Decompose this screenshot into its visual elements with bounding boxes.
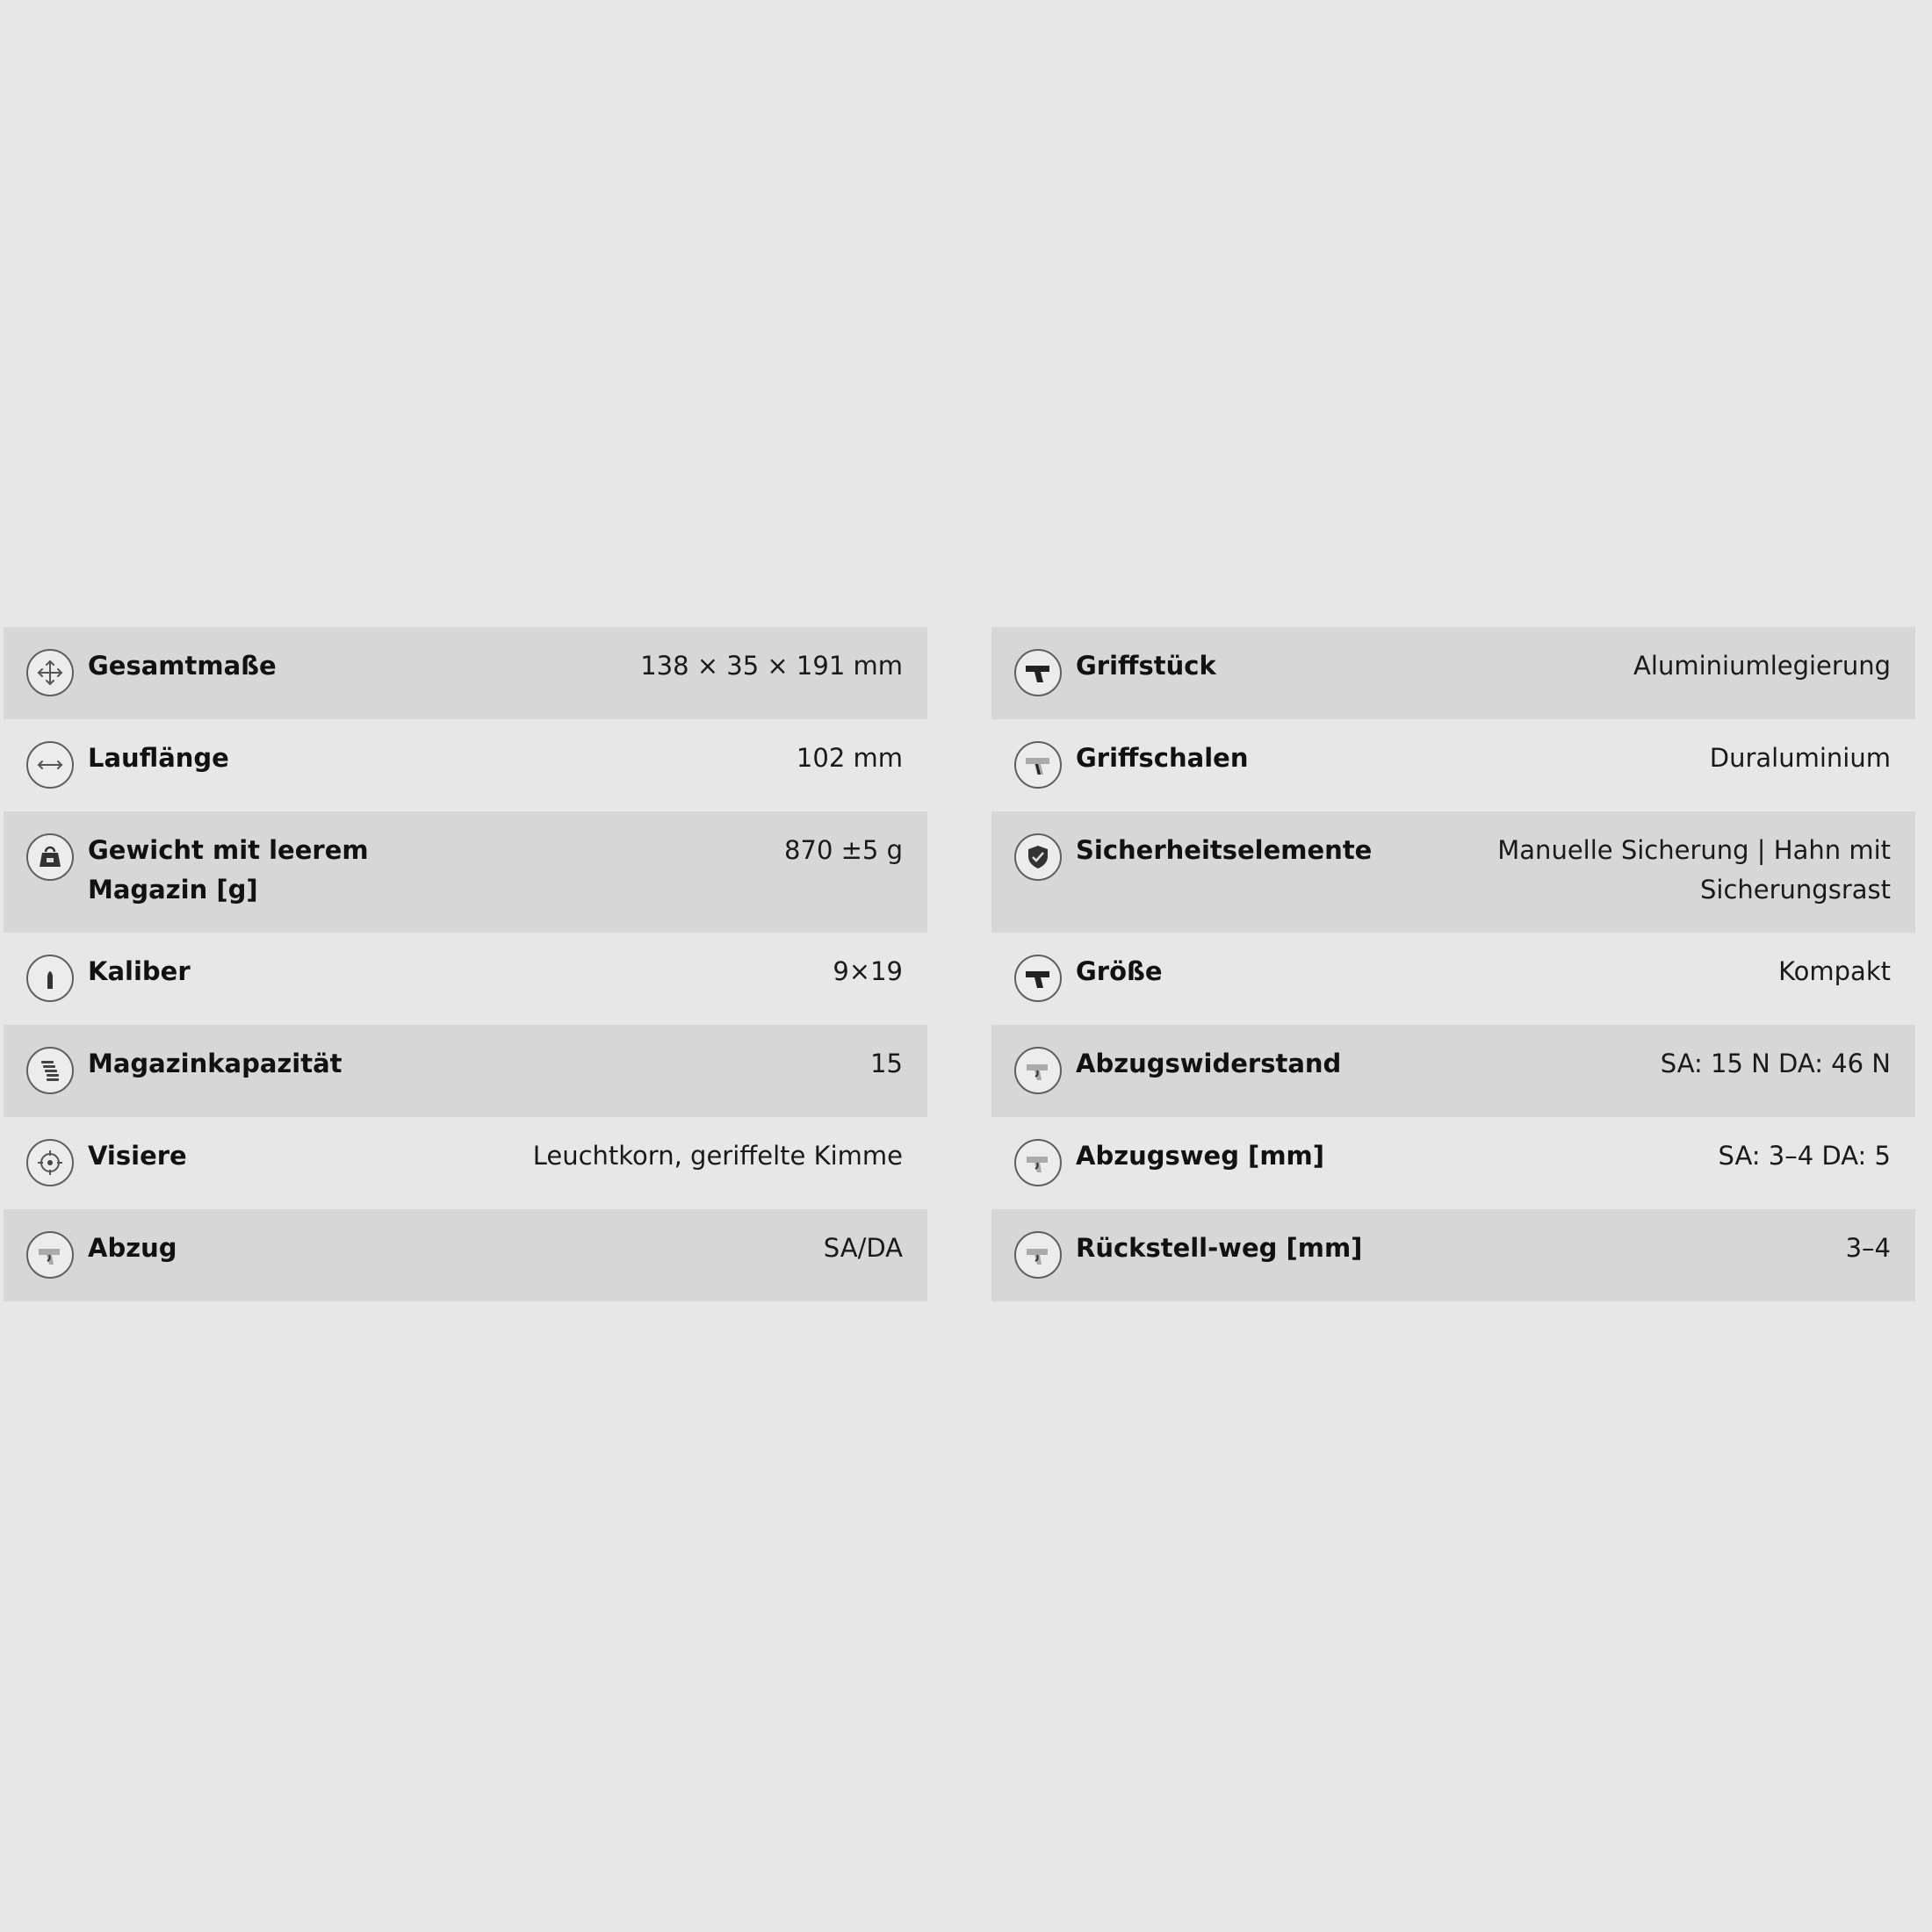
trigger-icon: [1014, 1231, 1062, 1279]
spec-row-safety: [991, 811, 1915, 933]
spec-row-frame: [991, 627, 1915, 719]
spec-row-barrel-length: [4, 719, 927, 811]
spec-value: 3–4: [1845, 1233, 1891, 1263]
spec-row-grip-panels: [991, 719, 1915, 811]
specs-left-column: [4, 627, 927, 1301]
spec-row-reset-travel: [991, 1209, 1915, 1301]
spec-row-weight: [4, 811, 927, 933]
spec-value: 15: [870, 1049, 903, 1078]
spec-value: 870 ±5 g: [784, 835, 903, 865]
spec-value: Kompakt: [1778, 956, 1891, 986]
spec-row-trigger-pull: [991, 1025, 1915, 1117]
spec-label: Sicherheitselemente: [1076, 835, 1373, 865]
spec-label: Visiere: [88, 1141, 187, 1171]
pistol-icon: [1014, 955, 1062, 1002]
move-arrows-icon: [26, 649, 74, 696]
spec-label: Abzugsweg [mm]: [1076, 1141, 1325, 1171]
weight-icon: [26, 833, 74, 881]
bullet-icon: [26, 955, 74, 1002]
spec-label: Gewicht mit leerem Magazin [g]: [88, 835, 369, 905]
spec-row-trigger-travel: [991, 1117, 1915, 1209]
spec-label: Größe: [1076, 956, 1163, 986]
spec-label: Gesamtmaße: [88, 651, 277, 681]
spec-label: Lauflänge: [88, 743, 229, 773]
specs-right-column: [991, 627, 1915, 1301]
trigger-icon: [1014, 1047, 1062, 1094]
spec-value: SA/DA: [823, 1233, 903, 1263]
spec-row-magazine-capacity: [4, 1025, 927, 1117]
crosshair-icon: [26, 1139, 74, 1186]
spec-label: Griffschalen: [1076, 743, 1249, 773]
spec-value: Manuelle Sicherung | Hahn mit Sicherungsrast: [1497, 835, 1891, 905]
spec-value: Leuchtkorn, geriffelte Kimme: [532, 1141, 903, 1171]
spec-value: 138 × 35 × 191 mm: [640, 651, 903, 681]
spec-value: Aluminiumlegierung: [1633, 651, 1891, 681]
spec-row-caliber: [4, 933, 927, 1025]
spec-row-dimensions: [4, 627, 927, 719]
spec-label: Rückstell-weg [mm]: [1076, 1233, 1363, 1263]
spec-label: Griffstück: [1076, 651, 1216, 681]
spec-value: SA: 3–4 DA: 5: [1718, 1141, 1891, 1171]
spec-label: Magazinkapazität: [88, 1049, 342, 1078]
trigger-icon: [1014, 1139, 1062, 1186]
magazine-stack-icon: [26, 1047, 74, 1094]
spec-value: 9×19: [833, 956, 903, 986]
spec-value: Duraluminium: [1709, 743, 1891, 773]
pistol-icon: [1014, 649, 1062, 696]
spec-value: 102 mm: [796, 743, 903, 773]
spec-row-trigger: [4, 1209, 927, 1301]
shield-check-icon: [1014, 833, 1062, 881]
pistol-grip-icon: [1014, 741, 1062, 789]
spec-label: Kaliber: [88, 956, 191, 986]
spec-label: Abzug: [88, 1233, 177, 1263]
spec-value: SA: 15 N DA: 46 N: [1660, 1049, 1891, 1078]
spec-row-sights: [4, 1117, 927, 1209]
spec-row-size: [991, 933, 1915, 1025]
trigger-icon: [26, 1231, 74, 1279]
horizontal-arrow-icon: [26, 741, 74, 789]
spec-label: Abzugswiderstand: [1076, 1049, 1342, 1078]
